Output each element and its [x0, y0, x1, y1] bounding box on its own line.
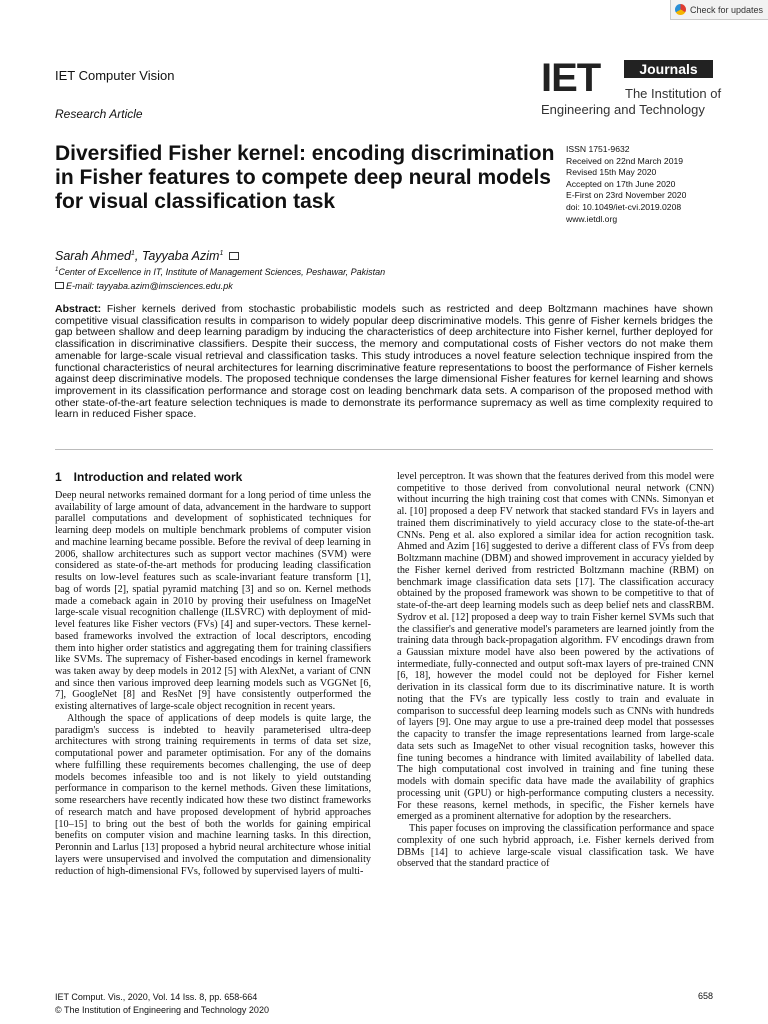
abstract-text: Fisher kernels derived from stochastic probabilistic models such as restricted and deep Boltzmann machines have shown competitive visual classification results in comparison to widely popular deep discriminative models. This genre of Fisher kernels bridges the gap between shallow and deep learning paradigm by inducing the characteristics of deep architecture into Fisher kernel, further deployed for classification in discriminative classifiers. Despite their success, the memory and computational costs of Fisher vectors do not make them amenable for large-scale visual retrieval and classification tasks. This study introduces a novel feature selection technique inspired from the functional characteristics of neural architectures for learning discriminative feature representations to boost the performance of Fisher kernels against deep discriminative models. The proposed technique condenses the large dimensional Fisher features for kernel learning and shows improvement in its classification performance and storage cost on leading benchmark data sets. A comparison of the proposed method with other state-of-the-art feature selection techniques is made to demonstrate its performance supremacy as well as time complexity required to learn in reduced Fisher space.: [55, 303, 713, 421]
section-heading: 1 Introduction and related work: [55, 470, 243, 484]
check-for-updates-button[interactable]: [670, 0, 768, 20]
paragraph: Although the space of applications of deep models is quite large, the paradigm's success is indebted to heavily parameterised ultra-deep architectures with strong training requirements in terms of data set size, computational power and parameter optimisation. For any of the domains where fulfilling these requirements becomes challenging, the use of deep models becomes infeasible too and is not likely to yield outstanding performance in comparison to the kernel methods. Given these limitations, some researchers have recently indicated how these two distinct frameworks of research match and have proposed development of hybrid approaches [10–15] to bring out the best of both the worlds for gaining empirical benefits on computer vision and machine learning tasks. In this direction, Peronnin and Larlus [13] proposed a hybrid neural architecture whose initial layers were unsupervised and involved the computation and dimensionality reduction of high-dimensional FVs, followed by supervised layers of multi-: [55, 712, 371, 877]
left-column: [55, 490, 371, 877]
affiliation-text: Center of Excellence in IT, Institute of Management Sciences, Peshawar, Pakistan: [58, 267, 386, 277]
author-superscript: 1: [130, 249, 135, 257]
page-number: 658: [697, 991, 713, 1001]
doi[interactable]: doi: 10.1049/iet-cvi.2019.0208: [566, 201, 682, 212]
email-address[interactable]: E-mail: tayyaba.azim@imsciences.edu.pk: [66, 281, 233, 291]
logo-iet-letters: IET: [541, 56, 601, 100]
footer: [55, 991, 269, 1017]
affiliation: [55, 267, 385, 277]
author-superscript: 1: [219, 249, 224, 257]
paper-title: Diversified Fisher kernel: encoding discrimination in Fisher features to compete deep neural models for visual classification task: [55, 142, 555, 213]
accepted-date: Accepted on 17th June 2020: [566, 178, 676, 189]
received-date: Received on 22nd March 2019: [566, 155, 684, 166]
efirst-date: E-First on 23rd November 2020: [566, 190, 687, 201]
revised-date: Revised 15th May 2020: [566, 167, 657, 178]
author-name[interactable]: Tayyaba Azim: [141, 249, 220, 263]
check-for-updates-label: Check for updates: [690, 4, 764, 15]
publication-metadata: [566, 144, 686, 225]
envelope-icon[interactable]: [229, 252, 239, 260]
corresponding-email: [55, 281, 233, 291]
abstract-label: Abstract:: [55, 303, 102, 315]
iet-journals-logo: [541, 56, 722, 120]
issn: ISSN 1751-9632: [566, 144, 630, 154]
author-list: Sarah Ahmed$^1$, Tayyaba Azim$^1$: [55, 249, 241, 263]
copyright-notice: © The Institution of Engineering and Technology 2020: [55, 1005, 269, 1015]
abstract: [55, 304, 713, 421]
abstract-divider: [55, 449, 713, 450]
logo-institution-line1: The Institution of: [625, 86, 722, 101]
journal-citation: IET Comput. Vis., 2020, Vol. 14 Iss. 8, pp. 658-664: [55, 992, 258, 1002]
journal-name: IET Computer Vision: [55, 68, 175, 83]
paragraph: level perceptron. It was shown that the features derived from this model were competitive to those derived from convolutional neural network (CNN) without incurring the high training cost that comes with CNNs. Simonyan et al. [10] proposed a deep FV network that stacked standard FVs in layers and trained them discriminatively to yield accuracy close to the state-of-the-art CNNs. Peng et al. also explored a similar idea for action recognition task. Ahmed and Azim [16] suggested to derive a different class of FVs from deep Boltzmann machine (DBM) and showed improvement in accuracy yielded by the Fisher kernel derived from restricted Boltzmann machine (RBM) on benchmark image classification data sets [17]. The classification accuracy obtained by the proposed framework was shown to be competitive to that of state-of-the-art deep learning models such as deep belief nets and classRBM. Sydrov et al. [12] proposed a deep way to train Fisher kernel SVMs such that the classifier's and generative model's parameters are learned jointly from the training data through back-propagation algorithm. FV encodings drawn from a Gaussian mixture model have also been powered by the activations of intermediate, fully-connected and output soft-max layers of pre-trained CNN [6, 18], however the model could not be deployed for Fisher kernel derivation in its classical form due to its discriminative nature. It is worth noting that the FVs are typically less costly to train and evaluate in comparison to successful deep learning models such as CNNs with hundreds of layers [9]. One may argue to use a pre-trained deep model that possesses the capacity to transfer the image representations learned from large-scale data sets such as ImageNet to other visual recognition tasks, however this fine tuning becomes a hindrance with limited availability of labelled data. The high computational cost involved in training and fine tuning these models with domain specific data have made the availability of graphics processing unit (GPU) or high-performance computing clusters a necessity. For these reasons, kernel methods, in specific, the Fisher kernels have emerged as a prominent alternative for adoption by the researchers.: [397, 471, 714, 823]
article-type: Research Article: [55, 107, 143, 121]
website-link[interactable]: www.ietdl.org: [566, 213, 618, 224]
logo-institution-line2: Engineering and Technology: [541, 102, 705, 117]
logo-journals-badge: Journals: [624, 60, 713, 78]
paragraph: Deep neural networks remained dormant for a long period of time unless the availability of large amount of data, advancement in the hardware to support parallel computations and development of sophisticated techniques for learning deep models on multiple benchmark problems of computer vision and machine learning became possible. Before the revival of deep learning in 2006, shallow architectures such as support vector machines (SVM) were considered as state-of-the-art methods for producing leading classification results on low-level features such as scale-invariant feature transform [1], bag of words [2], spatial pyramid matching [3] and so on. Kernel methods made a comeback again in 2010 by proving their usefulness on ImageNet large-scale visual recognition challenge (ILSVRC) with deployment of mid-level features like Fisher vectors (FVs) [4] and super-vectors. These kernel-based frameworks involved the extraction of local descriptors, encoding them into higher order statistics and aggregating them for training classifiers like SVMs. The supremacy of Fisher-based encodings in kernel framework was taken away by deep models in 2012 [5] with AlexNet, a variant of CNN and since then various improved deep learning models such as VGGNet [6, 7], GoogleNet [8] and ResNet [9] have consistently outperformed the existing alternatives of large-scale object recognition in recent years.: [55, 490, 371, 713]
envelope-icon: [55, 282, 64, 289]
paragraph: This paper focuses on improving the classification performance and space complexity of one such hybrid approach, i.e. Fisher kernels derived from DBMs [14] to achieve large-scale visual classification task. We have observed that the standard practice of: [397, 823, 714, 870]
check-updates-icon: [675, 4, 686, 15]
right-column: [397, 471, 714, 870]
author-name[interactable]: Sarah Ahmed: [55, 249, 131, 263]
affiliation-superscript: 1: [55, 267, 59, 273]
